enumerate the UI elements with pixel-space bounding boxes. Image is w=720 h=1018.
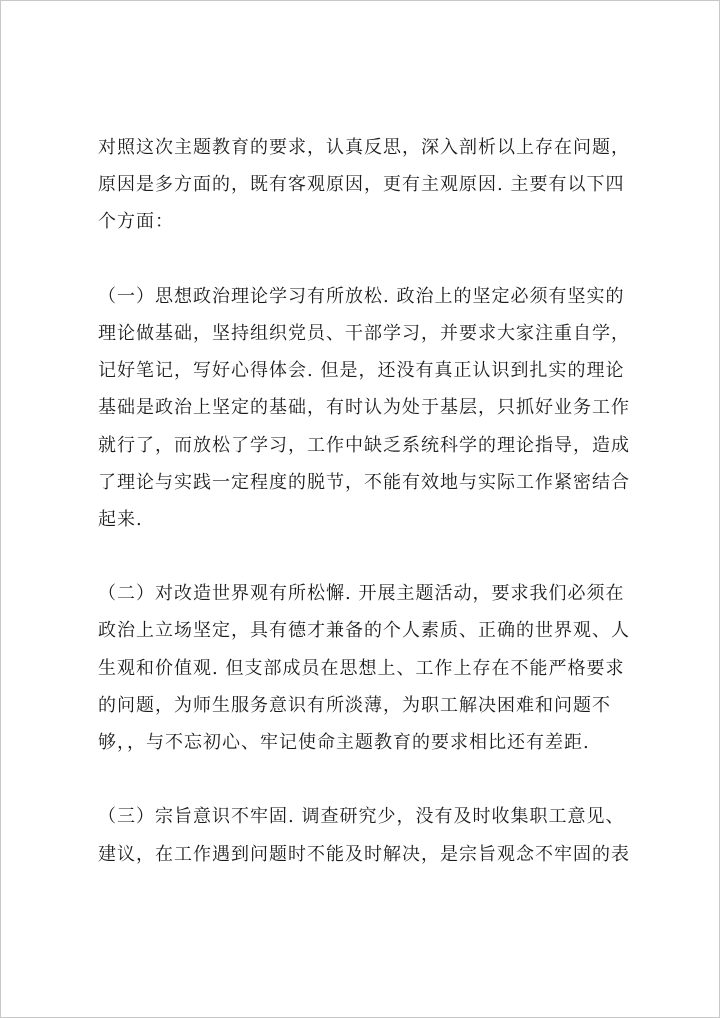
text-line: 基础是政治上坚定的基础，有时认为处于基层，只抓好业务工作 — [98, 397, 630, 419]
text-line: 够，，与不忘初心、牢记使命主题教育的要求相比还有差距. — [98, 732, 590, 753]
text-line: 的问题，为师生服务意识有所淡薄，为职工解决困难和问题不 — [98, 694, 611, 716]
text-line: 记好笔记，写好心得体会. 但是，还没有真正认识到扎实的理论 — [98, 360, 625, 382]
paragraph-gap — [98, 241, 638, 278]
text-line: 建议，在工作遇到问题时不能及时解决，是宗旨观念不牢固的表 — [98, 843, 630, 865]
paragraph-section-2 — [98, 575, 638, 761]
text-line: （二）对改造世界观有所松懈. 开展主题活动，要求我们必须在 — [98, 583, 625, 605]
text-line: （三）宗旨意识不牢固. 调查研究少，没有及时收集职工意见、 — [98, 806, 625, 828]
text-line: 个方面： — [98, 211, 174, 233]
document-body — [98, 129, 638, 873]
text-line: 生观和价值观. 但支部成员在思想上、工作上存在不能严格要求 — [98, 657, 625, 679]
text-line: 原因是多方面的，既有客观原因，更有主观原因. 主要有以下四 — [98, 174, 625, 196]
paragraph-gap — [98, 761, 638, 798]
paragraph-section-1 — [98, 278, 638, 538]
text-line: 政治上立场坚定，具有德才兼备的个人素质、正确的世界观、人 — [98, 620, 630, 642]
text-line: 起来. — [98, 508, 143, 530]
text-line: 了理论与实践一定程度的脱节，不能有效地与实际工作紧密结合 — [98, 471, 630, 493]
text-line: （一）思想政治理论学习有所放松. 政治上的坚定必须有坚实的 — [98, 285, 625, 307]
text-line: 就行了，而放松了学习，工作中缺乏系统科学的理论指导，造成 — [98, 434, 630, 456]
paragraph-gap — [98, 538, 638, 575]
text-line: 理论做基础，坚持组织党员、干部学习，并要求大家注重自学， — [98, 322, 630, 344]
text-line: 对照这次主题教育的要求，认真反思，深入剖析以上存在问题， — [98, 137, 630, 158]
paragraph-intro — [98, 129, 638, 241]
paragraph-section-3 — [98, 798, 638, 872]
